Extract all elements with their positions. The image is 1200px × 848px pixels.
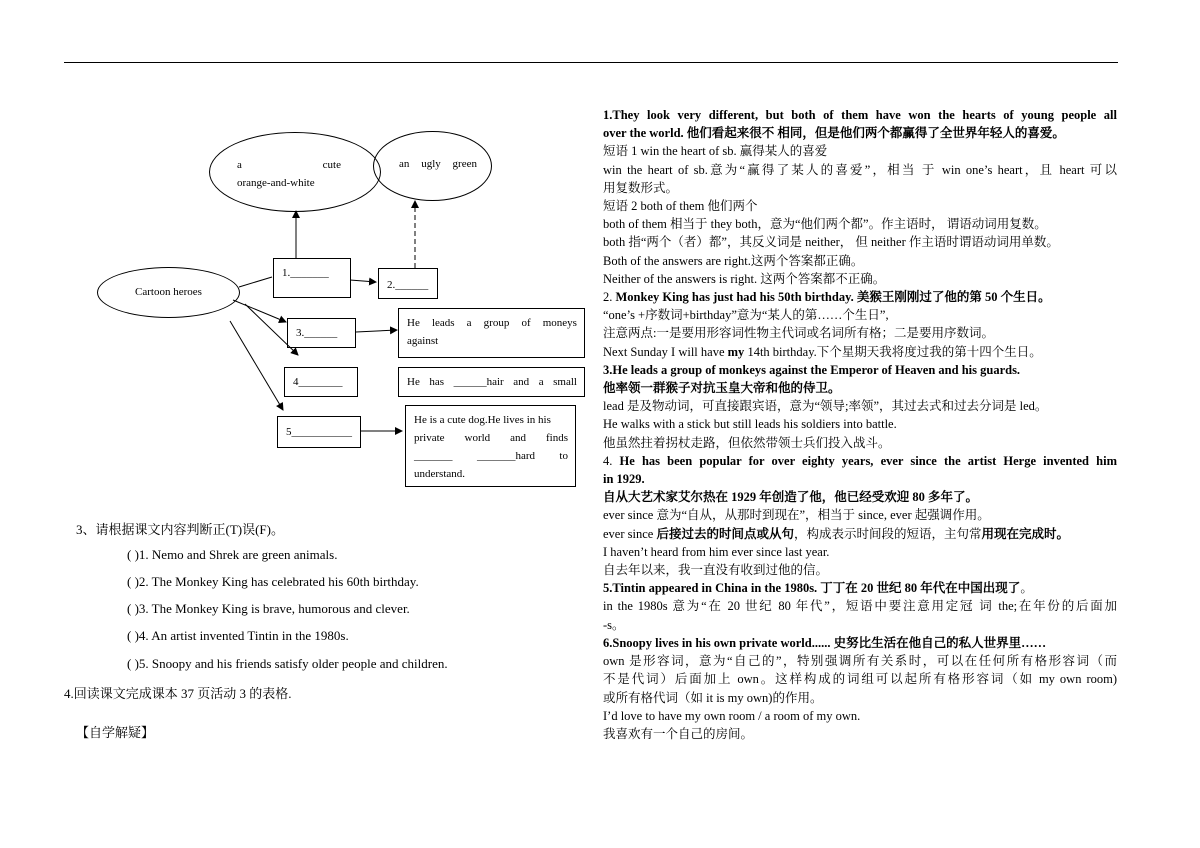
note-line: ever since 意为“自从，从那时到现在”，相当于 since, ever 起强调作用。 [603,508,990,523]
note-line: 他虽然拄着拐杖走路，但依然带领士兵们投入战斗。 [603,435,891,450]
note-line: in the 1980s 意为“在 20 世纪 80 年代”，短语中要注意用定冠 词 the;在年份的后面加 [603,599,1117,614]
note-line: I’d love to have my own room / a room of my own. [603,708,861,723]
word: a [538,376,544,388]
word: and [513,376,530,388]
note-line: 不是代词）后面加上 own。这样构成的词组可以起所有格形容词（如 my own room) [603,672,1117,687]
note-line: Neither of the answers is right. 这两个答案都不正确。 [603,271,886,286]
note-line: 用复数形式。 [603,180,679,195]
word: a [237,159,242,171]
note-line: win the heart of sb.意为“赢得了某人的喜爱”，相当 于 win one’s heart，且 heart 可以 [603,162,1117,177]
notes-column [603,106,1117,743]
note-line: both 指“两个（者）都”，其反义词是 neither， 但 neither 作主语时谓语动词用单数。 [603,235,1059,250]
word: green [452,158,477,170]
desc-box-1 [398,308,585,358]
exercise-item-4: ( )4. An artist invented Tintin in the 1980s. [127,628,349,643]
line-to-slot-1 [239,277,272,287]
exercise-heading: 3、请根据课文内容判断正(T)误(F)。 [76,522,284,537]
word: _______hard [476,450,535,462]
slot-label: 3.______ [296,327,338,339]
word: private [414,432,445,444]
word: ugly [421,158,441,170]
note-line: lead 是及物动词，可直接跟宾语，意为“领导;率领”，其过去式和过去分词是 led。 [603,399,1048,414]
word: ______hair [453,376,504,388]
note-line: 短语 1 win the heart of sb. 赢得某人的喜爱 [603,144,828,159]
slot-3-box [287,318,356,348]
note-line: “one’s +序数词+birthday”意为“某人的第……个生日”, [603,308,889,323]
note-line: both of them 相当于 they both，意为“他们两个都”。作主语时， 谓语动词用复数。 [603,217,1047,232]
exercise-item-3: ( )3. The Monkey King is brave, humorous and clever. [127,601,410,616]
ellipse-top-right [373,131,492,201]
word: leads [431,317,455,329]
note-line [603,525,1117,543]
note-text: 14th birthday.下个星期天我将度过我的第十四个生日。 [744,344,1042,359]
word: of [521,317,531,329]
note-line: 自从大艺术家艾尔热在 1929 年创造了他，他已经受欢迎 80 多年了。 [603,490,979,505]
word: and [510,432,527,444]
word: has [429,376,445,388]
note-bold: Monkey King has just had his 50th birthday. 美猴王刚刚过了他的第 50 个生日。 [615,290,1051,305]
note-line [603,452,1117,470]
note-line [603,288,1117,306]
exercise-item-1: ( )1. Nemo and Shrek are green animals. [127,547,338,562]
slot-label: 2.______ [387,279,429,291]
note-line: 注意两点:一是要用形容词性物主代词或名词所有格；二是要用序数词。 [603,326,994,341]
note-line: 我喜欢有一个自己的房间。 [603,726,754,741]
note-line: in 1929. [603,472,645,487]
slot-2-box [378,268,438,299]
note-text: ，构成表示时间段的短语，主句常 [793,526,982,541]
task-4: 4.回读课文完成课本 37 页活动 3 的表格. [64,686,292,701]
note-line: He walks with a stick but still leads his soldiers into battle. [603,417,897,432]
note-line: Both of the answers are right.这两个答案都正确。 [603,253,864,268]
arrow-desc-1 [356,330,397,332]
note-line: -s。 [603,617,625,632]
note-bold: 5.Tintin appeared in China in the 1980s. 丁丁在 20 世纪 80 年代在中国出现了 [603,581,1021,596]
desc-box-3 [405,405,576,487]
word: to [559,450,568,462]
note-line: 3.He leads a group of monkeys against the Emperor of Heaven and his guards. [603,362,1021,377]
word: He [407,376,420,388]
exercise-item-2: ( )2. The Monkey King has celebrated his 60th birthday. [127,574,419,589]
note-bold: He has been popular for over eighty years, ever since the artist Herge invented him [619,453,1117,468]
desc-line: He is a cute dog.He lives in his [414,414,551,426]
desc-box-2 [398,367,585,397]
slot-label: 4________ [293,376,343,388]
note-number: 2. [603,290,616,305]
word: a [466,317,472,329]
ellipse-cartoon-heroes [97,267,240,318]
note-line: 6.Snoopy lives in his own private world...... 史努比生活在他自己的私人世界里…… [603,635,1047,650]
slot-label: 5___________ [286,426,352,438]
exercise-item-5: ( )5. Snoopy and his friends satisfy older people and children. [127,656,448,671]
ellipse-top-left [209,132,381,212]
word: cute [322,159,341,171]
arrow-slot-5 [230,321,283,410]
note-line [603,343,1117,361]
word: moneys [542,317,577,329]
word: world [464,432,491,444]
word: finds [545,432,568,444]
word: against [407,335,439,347]
word: an [399,158,410,170]
note-line: over the world. 他们看起来很不 相同，但是他们两个都赢得了全世界年轻人的喜爱。 [603,126,1065,141]
note-line: own 是形容词，意为“自己的”，特别强调所有关系时，可以在任何所有格形容词（而 [603,654,1117,669]
note-line: 短语 2 both of them 他们两个 [603,199,758,214]
note-text: Next Sunday I will have [603,344,728,359]
word: small [553,376,577,388]
note-number: 4. [603,453,620,468]
note-text: 。 [1020,581,1033,596]
note-bold: my [727,344,745,359]
word: orange-and-white [237,177,315,189]
note-bold: 后接过去的时间点或从句 [656,526,794,541]
arrow-slot-2 [350,280,376,282]
word: group [483,317,510,329]
slot-4-box [284,367,358,397]
note-line: 他率领一群猴子对抗玉皇大帝和他的侍卫。 [603,381,841,396]
slot-1-box [273,258,351,298]
arrow-slot-3 [233,300,286,322]
note-bold: 用现在完成时。 [981,526,1069,541]
note-line: 自去年以来，我一直没有收到过他的信。 [603,563,829,578]
note-line: 或所有格代词（如 it is my own)的作用。 [603,690,823,705]
note-line: 1.They look very different, but both of them have won the hearts of young people all [603,108,1117,122]
slot-label: 1._______ [282,267,329,279]
word: He [407,317,420,329]
word: _______ [414,450,453,462]
desc-line: understand. [414,468,466,480]
slot-5-box [277,416,361,448]
note-line: I haven’t heard from him ever since last year. [603,544,830,559]
note-text: ever since [603,526,657,541]
center-label: Cartoon heroes [135,286,202,298]
note-line [603,579,1117,597]
section-title: 【自学解疑】 [76,725,155,740]
